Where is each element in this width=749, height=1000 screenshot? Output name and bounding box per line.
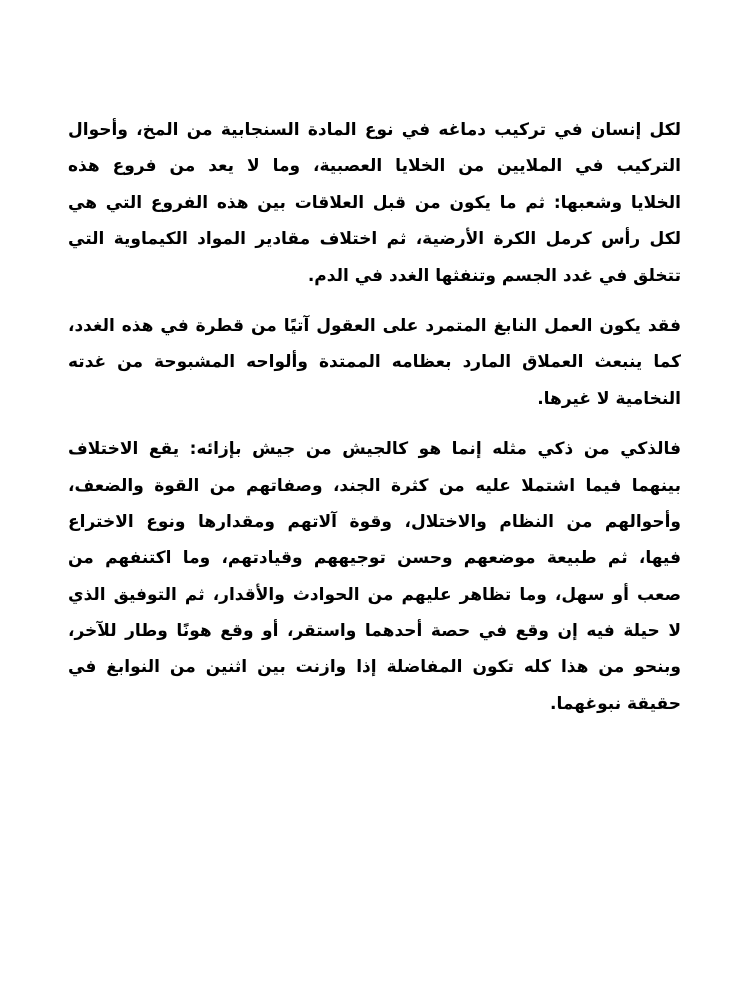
paragraph-1: [68, 112, 681, 294]
text-line: فيها، ثم طبيعة موضعهم وحسن توجيههم وقيادتهم، وما اكتنفهم من: [68, 548, 681, 569]
text-line: التركيب في الملايين من الخلايا العصبية، وما لا يعد من فروع هذه: [68, 156, 681, 177]
text-line: فالذكي من ذكي مثله إنما هو كالجيش من جيش بإزائه: يقع الاختلاف: [68, 439, 681, 460]
text-line: لكل رأس كرمل الكرة الأرضية، ثم اختلاف مقادير المواد الكيماوية التي: [68, 229, 681, 250]
text-line: وبنحو من هذا كله تكون المفاضلة إذا وازنت بين اثنين من النوابغ في: [68, 657, 681, 678]
text-line: كما ينبعث العملاق المارد بعظامه الممتدة وألواحه المشبوحة من غدته: [68, 352, 681, 373]
text-line: حقيقة نبوغهما.: [550, 693, 681, 714]
text-line: النخامية لا غيرها.: [537, 388, 681, 409]
text-line: الخلايا وشعبها: ثم ما يكون من قبل العلاقات بين هذه الفروع التي هي: [68, 192, 681, 213]
text-line: لا حيلة فيه إن وقع في حصة أحدهما واستقر، أو وقع هونًا وطار للآخر،: [68, 621, 681, 642]
paragraph-2: [68, 308, 681, 417]
text-line: بينهما فيما اشتملا عليه من كثرة الجند، وصفاتهم من القوة والضعف،: [68, 475, 681, 496]
text-line: صعب أو سهل، وما تظاهر عليهم من الحوادث والأقدار، ثم التوفيق الذي: [68, 584, 681, 605]
paragraph-3: [68, 431, 681, 722]
text-line: فقد يكون العمل النابغ المتمرد على العقول آتيًا من قطرة في هذه الغدد،: [68, 315, 681, 336]
text-line: وأحوالهم من النظام والاختلال، وقوة آلاتهم ومقدارها ونوع الاختراع: [68, 511, 681, 532]
text-line: تتخلق في غدد الجسم وتنفثها الغدد في الدم.: [307, 265, 681, 286]
document-body: [68, 112, 681, 736]
text-line: لكل إنسان في تركيب دماغه في نوع المادة السنجابية من المخ، وأحوال: [68, 120, 681, 140]
